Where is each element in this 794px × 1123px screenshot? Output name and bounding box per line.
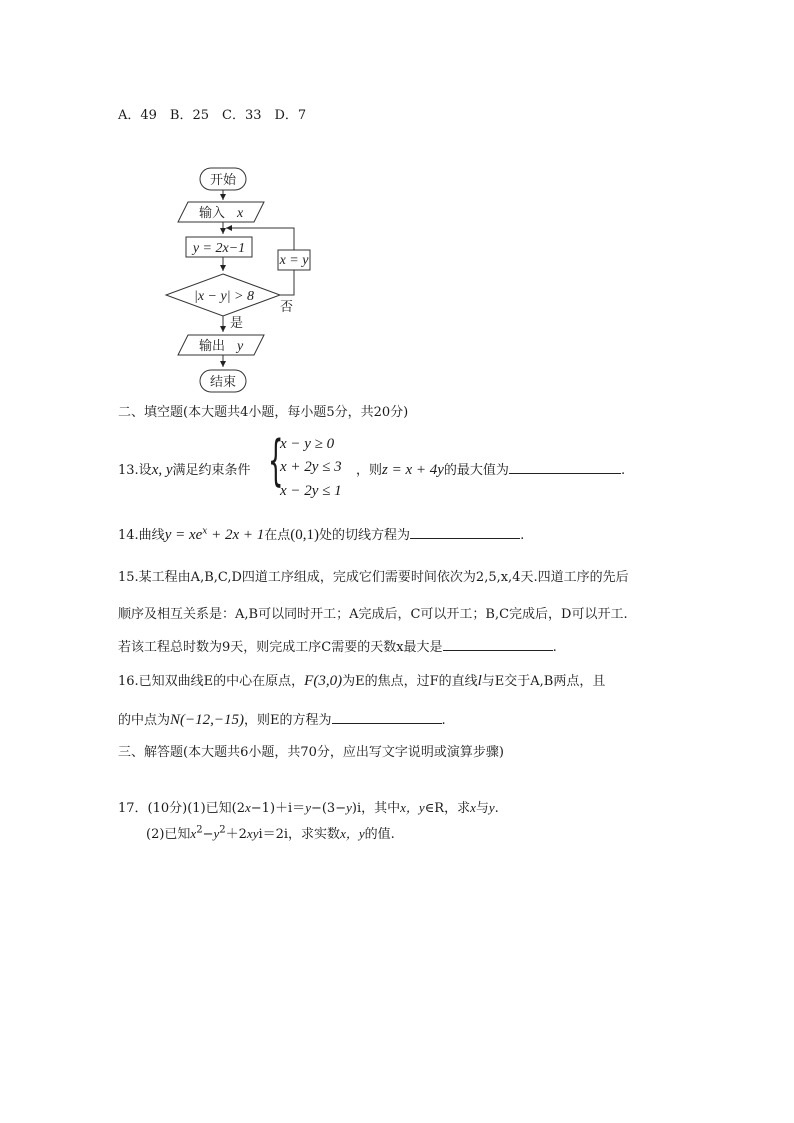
q17-part1: 17．(10分)(1)已知(2x−1)＋i＝y−(3−y)i，其中x，y∈R，求x与y. [118,800,499,816]
q16-line1: 16.已知双曲线E的中心在原点，F(3,0)为E的焦点，过F的直线l与E交于A,B两点，且 [118,673,606,689]
flow-input-var: x [237,206,244,221]
q13-text: 13.设x, y满足约束条件 [118,462,251,478]
flow-assign-y-label: y = 2x−1 [192,241,246,256]
q14-text: 14.曲线$y = xe^x + 2x + 1$在点(0,1)处的切线方程为 . [118,526,525,543]
q16-answer-blank[interactable] [332,711,442,724]
section2-title: 二、填空题(本大题共4小题，每小题5分，共20分) [118,405,409,420]
q15-line3: 若该工程总时数为9天，则完成工序C需要的天数x最大是 . [118,640,557,655]
q12-options: A．49 B．25 C．33 D．7 [118,108,307,123]
q17-part2: (2)已知$x^2-y^2+2xyi=2i$，求实数x，y的值. [146,824,395,842]
flow-end-label: 结束 [209,375,237,390]
flow-no-label: 否 [280,300,294,315]
q13-constraint-2: x + 2y ≤ 3 [280,459,342,475]
q15-answer-blank[interactable] [443,638,553,651]
flow-output-label: 输出 [198,339,226,354]
flowchart [160,162,320,394]
section3-title: 三、解答题(本大题共6小题，共70分，应出写文字说明或演算步骤) [118,745,504,760]
flow-condition-label: |x − y| > 8 [193,289,255,304]
flow-yes-label: 是 [230,316,244,331]
q13-constraint-3: x − 2y ≤ 1 [280,483,342,499]
flow-start-label: 开始 [209,173,237,188]
flow-assign-x-label: x = y [279,253,309,268]
q13-constraint-1: x − y ≥ 0 [280,436,335,452]
flow-input-label: 输入 [198,206,226,221]
q13-tail: ，则z = x + 4y的最大值为 . [356,462,626,478]
q13-brace: { [268,429,284,492]
flow-output-var: y [237,339,244,354]
q16-line2: 的中点为N(−12,−15)，则E的方程为 . [118,712,446,728]
q14-answer-blank[interactable] [410,526,520,539]
q15-line2: 顺序及相互关系是：A,B可以同时开工；A完成后，C可以开工；B,C完成后，D可以开工. [118,607,628,622]
q15-line1: 15.某工程由A,B,C,D四道工序组成，完成它们需要时间依次为2,5,x,4天.四道工序的先后 [118,570,629,585]
q13-answer-blank[interactable] [509,461,621,474]
